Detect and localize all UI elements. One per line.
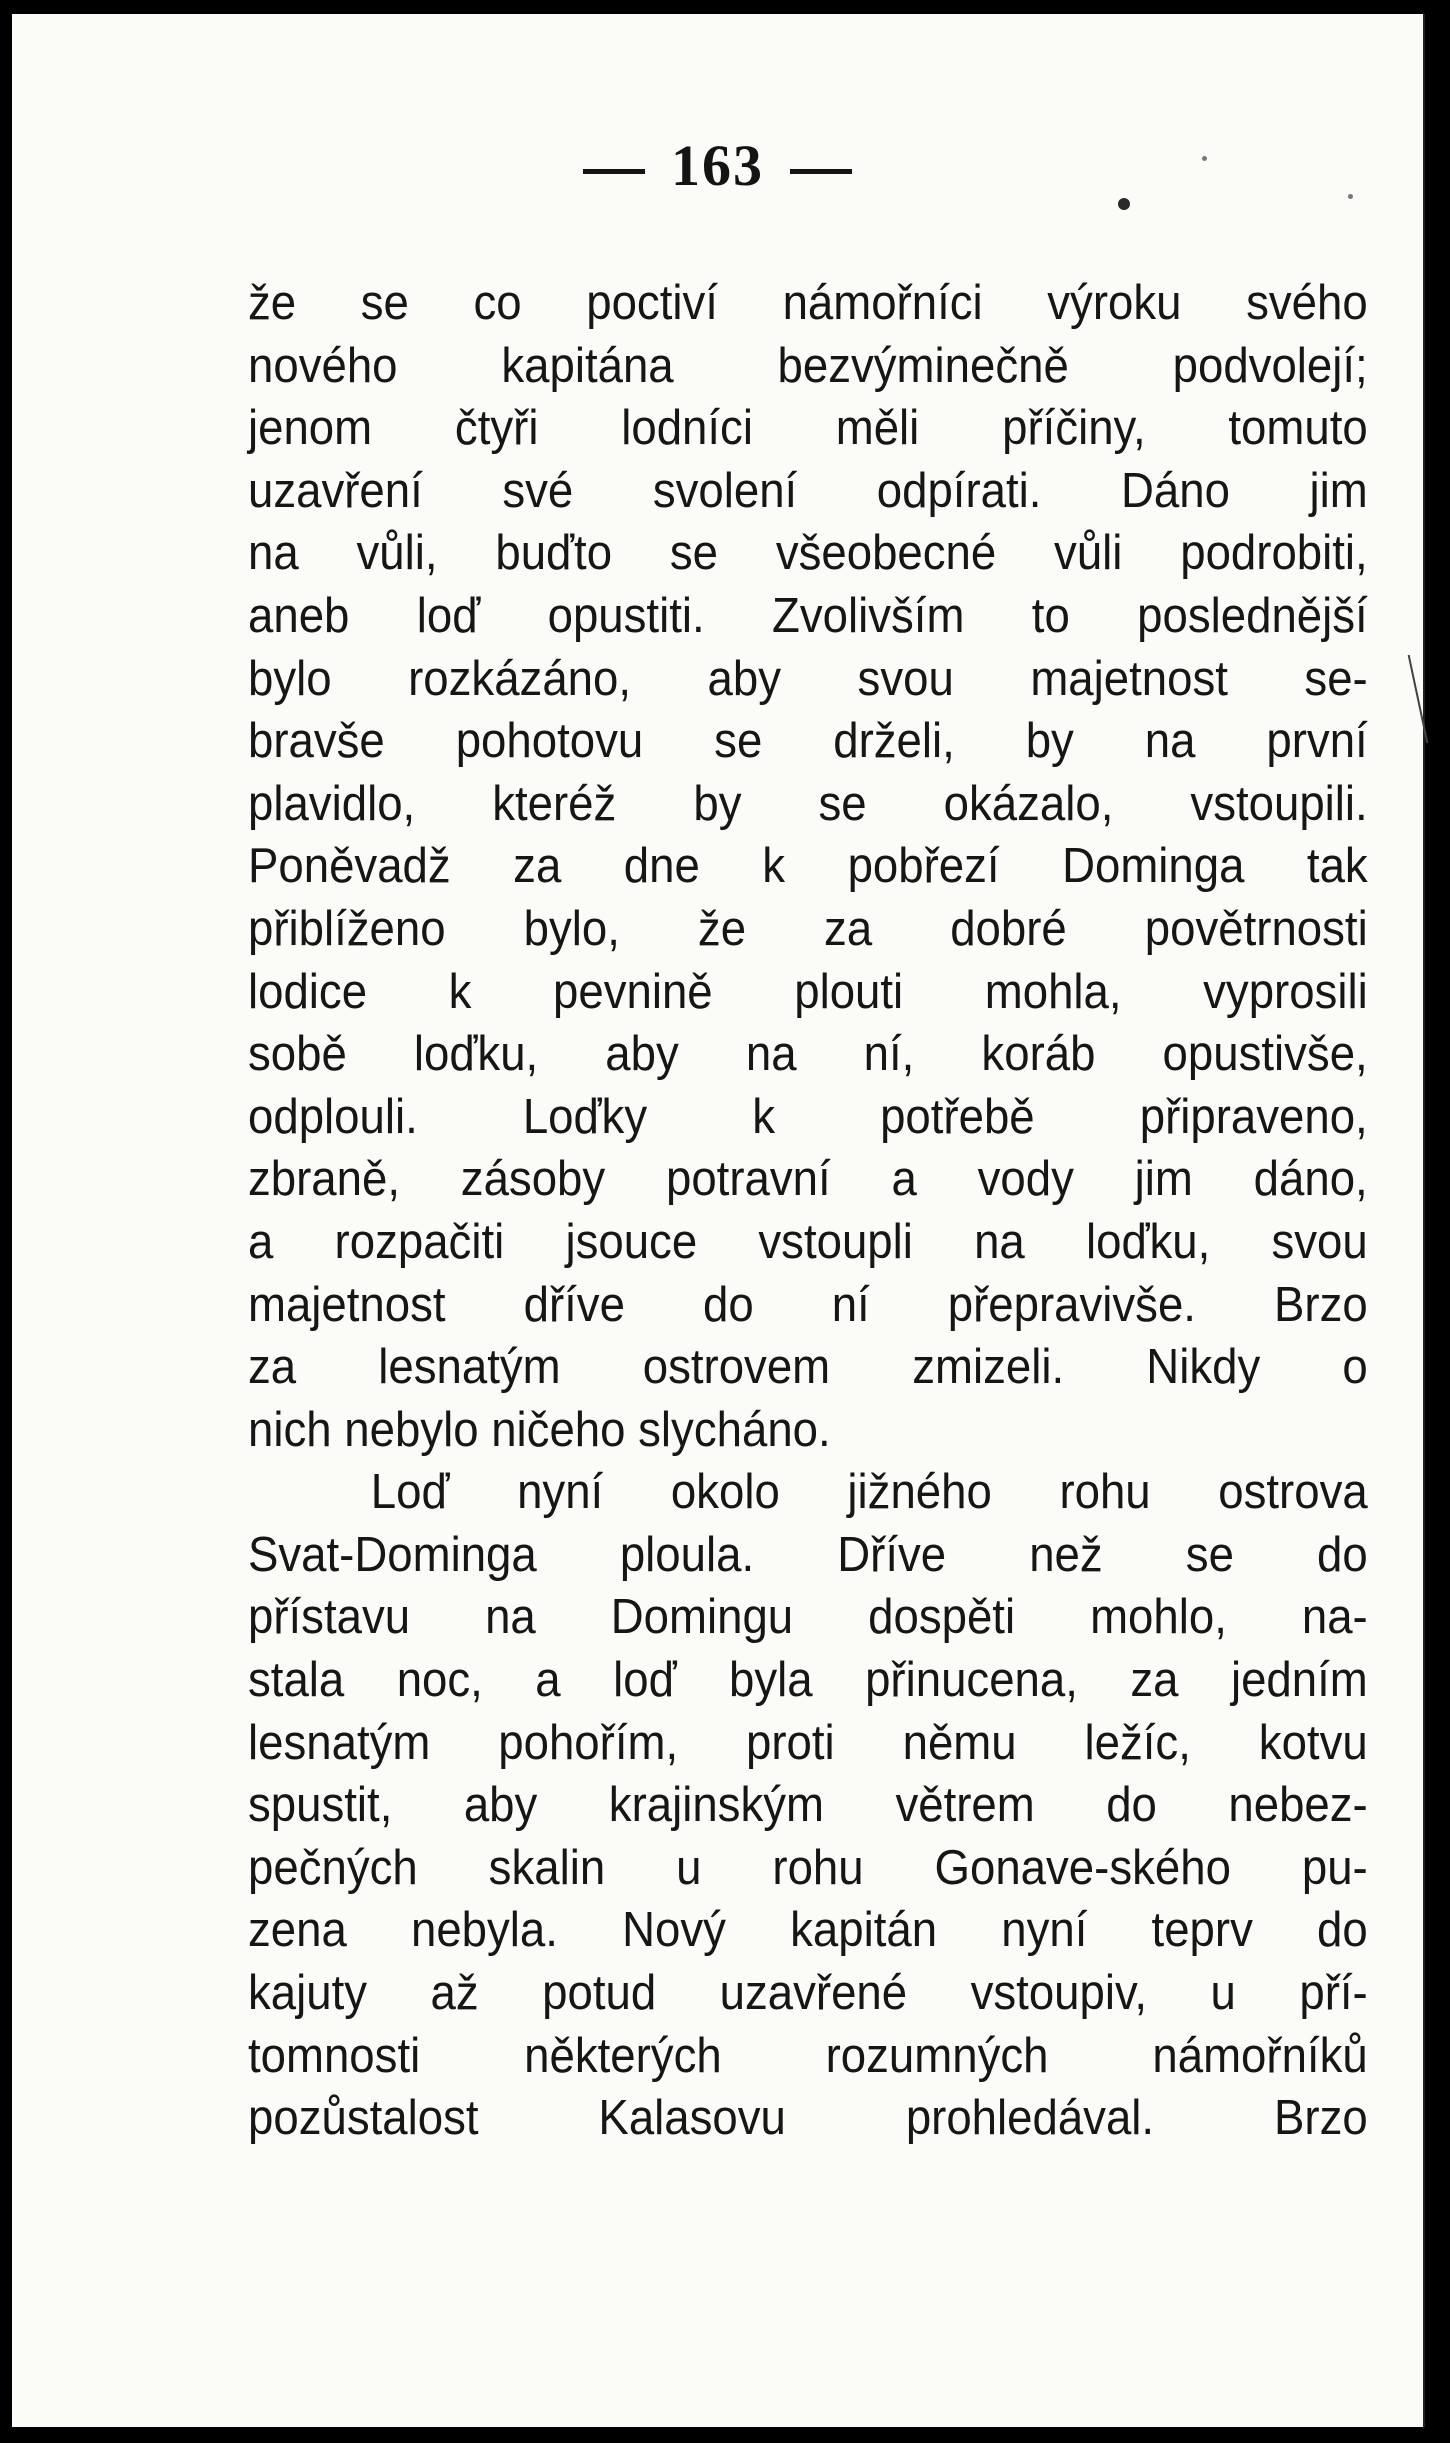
text-line: lodice k pevnině plouti mohla, vyprosili (248, 964, 1368, 1019)
text-line: pozůstalost Kalasovu prohledával. Brzo (248, 2091, 1368, 2146)
paragraph (248, 1461, 1368, 2150)
text-line: sobě loďku, aby na ní, koráb opustivše, (248, 1027, 1368, 1082)
text-line: bylo rozkázáno, aby svou majetnost se- (248, 651, 1368, 706)
text-line: majetnost dříve do ní přepravivše. Brzo (248, 1277, 1368, 1332)
text-line: bravše pohotovu se drželi, by na první (248, 714, 1368, 769)
body-text (248, 272, 1368, 2150)
text-line: pečných skalin u rohu Gonave-ského pu- (248, 1840, 1368, 1895)
text-line: že se co poctiví námořníci výroku svého (248, 276, 1368, 330)
text-line: nového kapitána bezvýminečně podvolejí; (248, 338, 1368, 393)
text-line: spustit, aby krajinským větrem do nebez- (248, 1778, 1368, 1833)
text-line: zena nebyla. Nový kapitán nyní teprv do (248, 1903, 1368, 1958)
paragraph (248, 272, 1368, 1461)
page-number-value: 163 (671, 133, 764, 198)
text-line: Poněvadž za dne k pobřezí Dominga tak (248, 839, 1368, 894)
scan-edge-mark (1408, 655, 1429, 743)
text-line: přiblíženo bylo, že za dobré povětrnosti (248, 901, 1368, 956)
text-line: zbraně, zásoby potravní a vody jim dáno, (248, 1152, 1368, 1207)
text-line: nich nebylo ničeho slycháno. (248, 1402, 831, 1457)
text-line: přístavu na Domingu dospěti mohlo, na- (248, 1590, 1368, 1645)
scan-speck (1118, 198, 1130, 210)
text-line: aneb loď opustiti. Zvolivším to poslednější (248, 588, 1368, 643)
text-line: lesnatým pohořím, proti němu ležíc, kotvu (248, 1715, 1368, 1770)
text-line: uzavření své svolení odpírati. Dáno jim (248, 463, 1368, 518)
text-line: za lesnatým ostrovem zmizeli. Nikdy o (248, 1340, 1368, 1395)
text-line: na vůli, buďto se všeobecné vůli podrobiti, (248, 526, 1368, 581)
text-line: a rozpačiti jsouce vstoupli na loďku, svou (248, 1214, 1368, 1269)
book-page (12, 14, 1425, 2427)
text-line: plavidlo, kteréž by se okázalo, vstoupili. (248, 776, 1368, 831)
page-number (12, 132, 1423, 199)
text-line: jenom čtyři lodníci měli příčiny, tomuto (248, 401, 1368, 456)
text-line: stala noc, a loď byla přinucena, za jedním (248, 1653, 1368, 1708)
text-line: kajuty až potud uzavřené vstoupiv, u pří- (248, 1966, 1368, 2021)
page-number-dash-right (790, 169, 852, 174)
text-line: odplouli. Loďky k potřebě připraveno, (248, 1089, 1368, 1144)
text-line: Svat-Dominga ploula. Dříve než se do (248, 1527, 1368, 1582)
text-line: tomnosti některých rozumných námořníků (248, 2028, 1368, 2083)
page-number-dash-left (583, 169, 645, 174)
text-line: Loď nyní okolo jižného rohu ostrova (370, 1465, 1368, 1520)
